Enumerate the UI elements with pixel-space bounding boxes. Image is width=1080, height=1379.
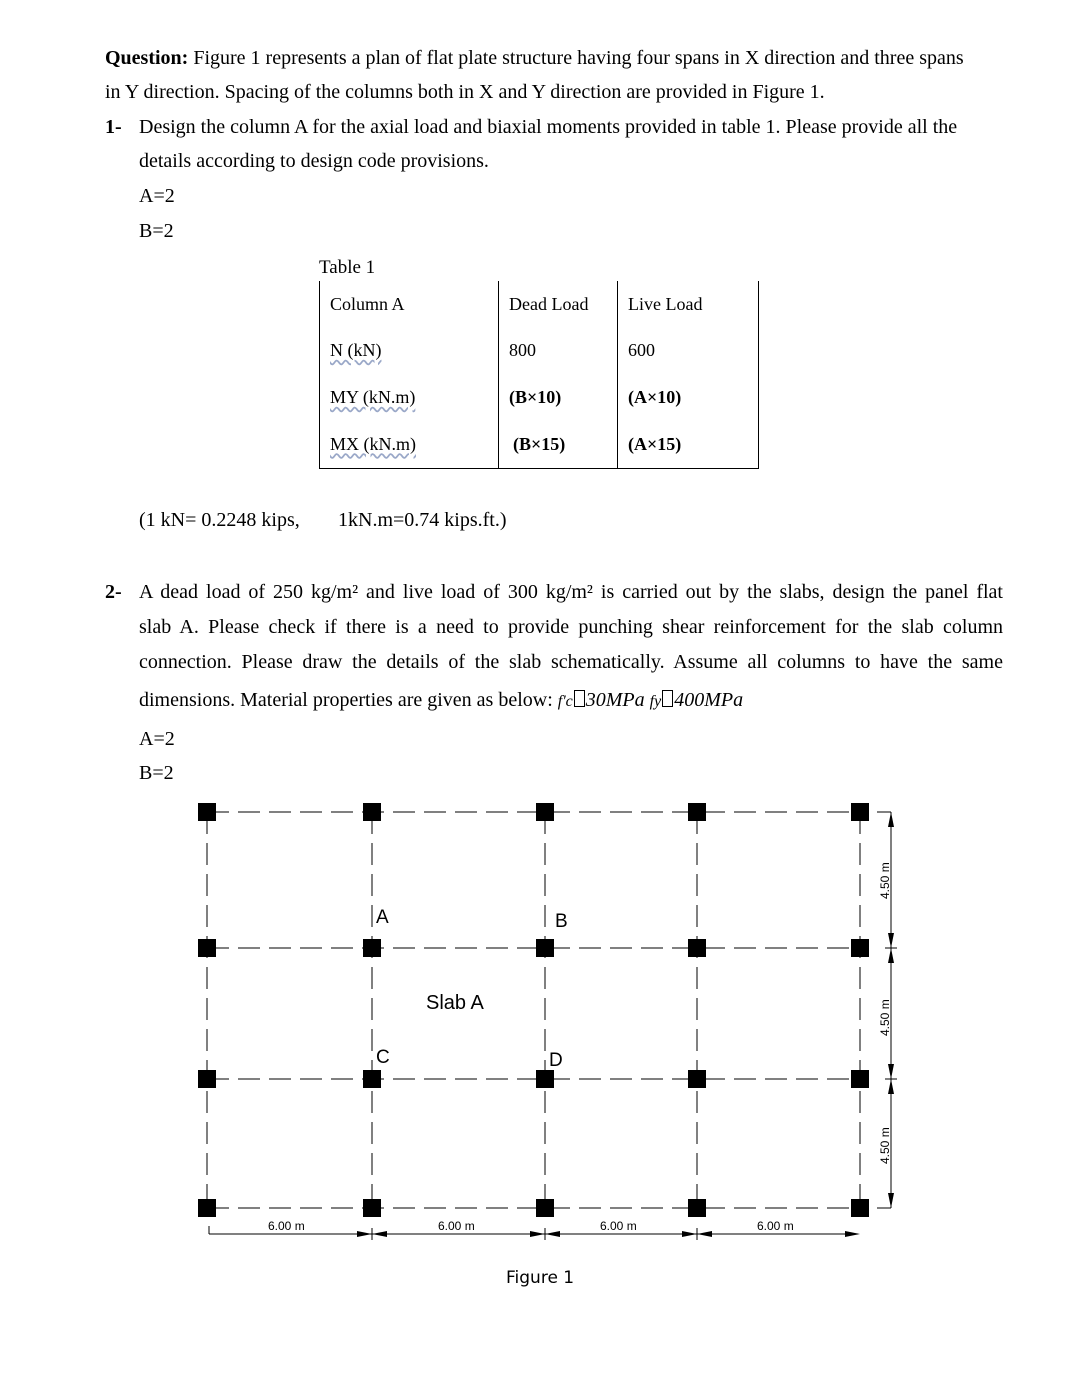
- column-square: [536, 939, 554, 957]
- dimension-arrow: [545, 1231, 560, 1237]
- column-square: [198, 1070, 216, 1088]
- table-cell: (A×15): [618, 421, 759, 469]
- dimension-arrow: [530, 1231, 545, 1237]
- dimension-arrow: [888, 1079, 894, 1094]
- table-cell: MX (kN.m): [330, 433, 416, 454]
- table-cell: (B×15): [499, 421, 618, 469]
- column-label-a: A: [376, 907, 389, 928]
- part2-a-value: A=2: [139, 728, 175, 750]
- column-square: [198, 803, 216, 821]
- question-lead: Question:: [105, 47, 189, 69]
- dimension-arrow: [888, 1064, 894, 1079]
- column-label-c: C: [376, 1047, 390, 1068]
- fc-value: 30MPa: [585, 689, 645, 711]
- column-square: [363, 803, 381, 821]
- fc-symbol: f'c: [557, 693, 573, 710]
- fy-symbol: fy: [649, 693, 662, 710]
- dimension-arrow: [888, 1193, 894, 1208]
- dimension-arrow: [357, 1231, 372, 1237]
- slab-label: Slab A: [426, 992, 484, 1014]
- y-dim-label: 4.50 m: [878, 862, 892, 899]
- column-square: [363, 1199, 381, 1217]
- column-square: [536, 1199, 554, 1217]
- part2-material-prefix: dimensions. Material properties are given as below:: [139, 689, 553, 711]
- table-cell: MY (kN.m): [330, 386, 416, 407]
- column-square: [536, 1070, 554, 1088]
- table-cell: (B×10): [499, 374, 618, 421]
- column-label-d: D: [549, 1050, 563, 1071]
- part2-b-value: B=2: [139, 762, 174, 784]
- dimension-arrow: [682, 1231, 697, 1237]
- column-square: [851, 803, 869, 821]
- y-dim-label: 4.50 m: [878, 999, 892, 1036]
- column-square: [198, 1199, 216, 1217]
- table-cell: (A×10): [618, 374, 759, 421]
- part2-line-2: slab A. Please check if there is a need to provide punching shear reinforcement for the slab column: [139, 616, 1003, 638]
- x-dim-label: 6.00 m: [600, 1219, 637, 1233]
- column-square: [688, 1199, 706, 1217]
- x-dim-label: 6.00 m: [438, 1219, 475, 1233]
- table-cell: 800: [499, 328, 618, 375]
- columns: [198, 803, 869, 1217]
- fy-value: 400MPa: [674, 689, 744, 711]
- y-dim-label: 4.50 m: [878, 1127, 892, 1164]
- column-square: [851, 1199, 869, 1217]
- question-line-2: in Y direction. Spacing of the columns both in X and Y direction are provided in Figure 1.: [105, 81, 825, 103]
- part1-b-value: B=2: [139, 220, 174, 242]
- table-cell: N (kN): [330, 340, 382, 361]
- column-square: [851, 1070, 869, 1088]
- dimension-arrow: [888, 933, 894, 948]
- table-header-dead: Dead Load: [499, 281, 618, 328]
- question-text-1: Figure 1 represents a plan of flat plate structure having four spans in X direction and three spans: [193, 47, 964, 69]
- dimension-arrow: [888, 812, 894, 827]
- column-square: [363, 939, 381, 957]
- part1-a-value: A=2: [139, 185, 175, 207]
- table-header-column: Column A: [320, 281, 499, 328]
- column-square: [688, 803, 706, 821]
- column-square: [536, 803, 554, 821]
- table-cell: 600: [618, 328, 759, 375]
- part2-number: 2-: [105, 581, 122, 603]
- part1-line-2: details according to design code provisions.: [139, 150, 489, 172]
- x-dim-label: 6.00 m: [757, 1219, 794, 1233]
- table-caption: Table 1: [319, 257, 376, 278]
- column-square: [363, 1070, 381, 1088]
- part1-line-1: Design the column A for the axial load and biaxial moments provided in table 1. Please provide all the: [139, 116, 958, 138]
- dimension-arrow: [888, 948, 894, 963]
- part2-line-1: A dead load of 250 kg/m² and live load of 300 kg/m² is carried out by the slabs, design the panel flat: [139, 581, 1003, 603]
- part2-line-3: connection. Please draw the details of the slab schematically. Assume all columns to have the same: [139, 651, 1003, 673]
- part1-number: 1-: [105, 116, 122, 138]
- column-label-b: B: [555, 911, 568, 932]
- conversion-note-2: 1kN.m=0.74 kips.ft.): [338, 509, 507, 531]
- figure-caption: Figure 1: [506, 1268, 575, 1288]
- dimension-arrow: [845, 1231, 860, 1237]
- dimension-arrow: [372, 1231, 387, 1237]
- column-square: [198, 939, 216, 957]
- table-header-live: Live Load: [618, 281, 759, 328]
- column-square: [688, 1070, 706, 1088]
- column-square: [688, 939, 706, 957]
- conversion-note-1: (1 kN= 0.2248 kips,: [139, 509, 300, 531]
- gridlines: [207, 812, 860, 1208]
- dimension-arrow: [697, 1231, 712, 1237]
- x-dim-label: 6.00 m: [268, 1219, 305, 1233]
- column-square: [851, 939, 869, 957]
